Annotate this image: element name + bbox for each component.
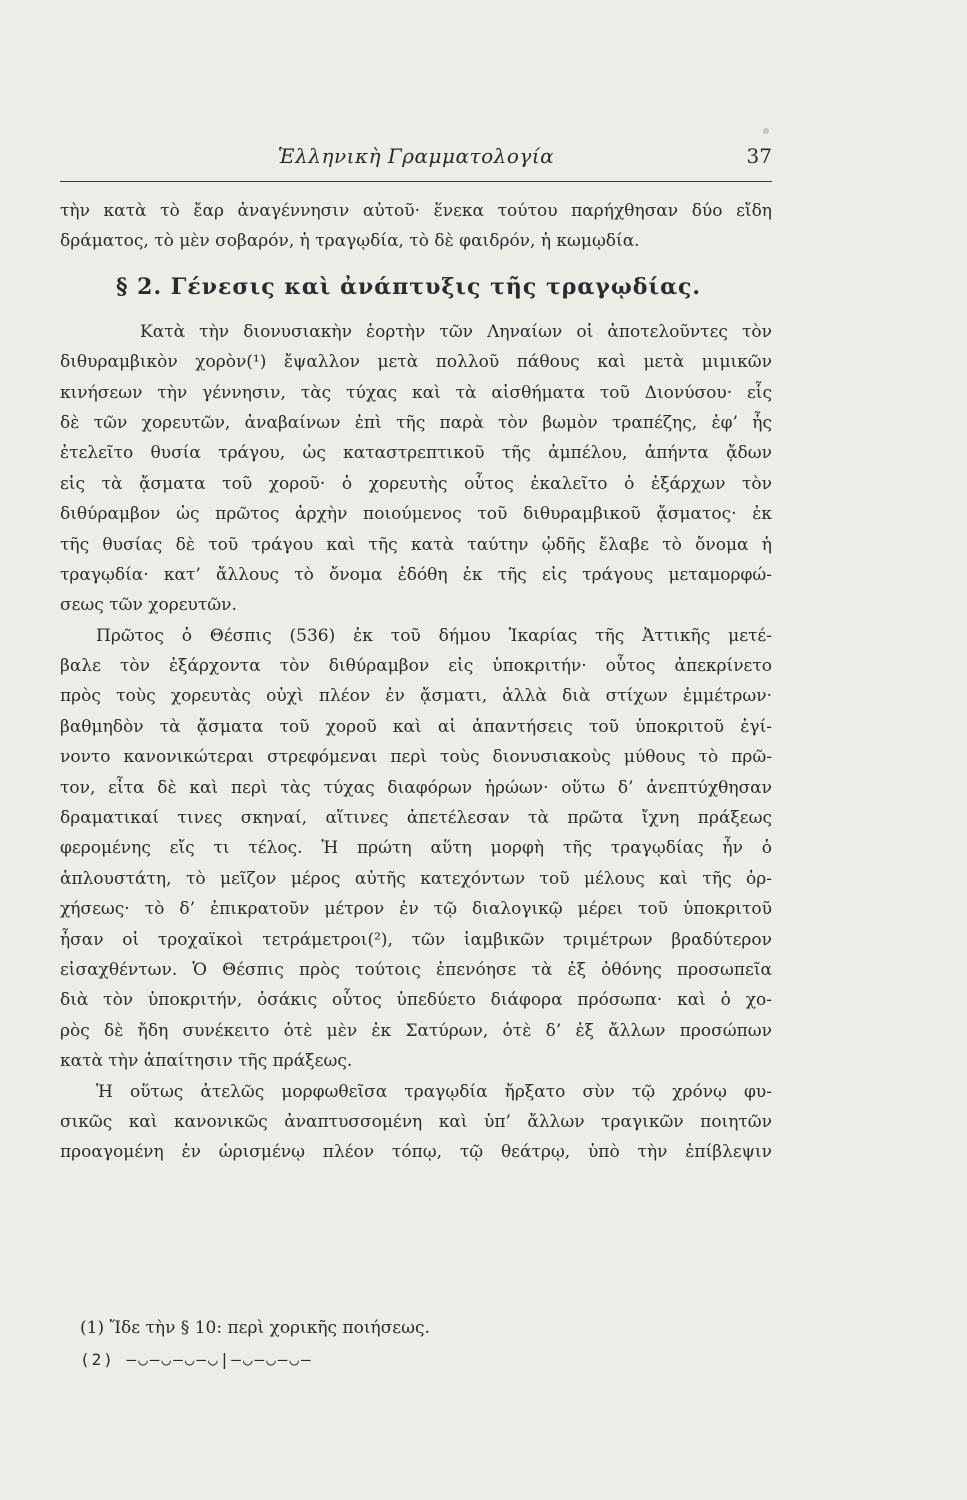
- text-line: πρὸς τοὺς χορευτὰς οὐχὶ πλέον ἐν ᾄσματι, ἀλλὰ διὰ στίχων ἐμμέτρων·: [60, 686, 772, 707]
- footnotes: [80, 1312, 740, 1376]
- running-title: Ἑλληνικὴ Γραμματολογία: [277, 144, 555, 168]
- text-line: διὰ τὸν ὑποκριτήν, ὁσάκις οὗτος ὑπεδύετο διάφορα πρόσωπα· καὶ ὁ χο-: [60, 990, 772, 1011]
- page-number: 37: [746, 144, 772, 168]
- text-line: ἁπλουστάτη, τὸ μεῖζον μέρος αὐτῆς κατεχόντων τοῦ μέλους καὶ τῆς ὀρ-: [60, 868, 772, 889]
- text-line: διθύραμβον ὡς πρῶτος ἀρχὴν ποιούμενος τοῦ διθυραμβικοῦ ᾄσματος· ἐκ: [60, 504, 772, 525]
- text-line: Κατὰ τὴν διονυσιακὴν ἑορτὴν τῶν Ληναίων οἱ ἀποτελοῦντες τὸν: [140, 321, 772, 342]
- text-line: τῆς θυσίας δὲ τοῦ τράγου καὶ τῆς κατὰ ταύτην ᾠδῆς ἔλαβε τὸ ὄνομα ἡ: [60, 534, 772, 555]
- text-line: κινήσεων τὴν γέννησιν, τὰς τύχας καὶ τὰ αἰσθήματα τοῦ Διονύσου· εἷς: [60, 382, 772, 403]
- text-line: σικῶς καὶ κανονικῶς ἀναπτυσσομένη καὶ ὑπ’ ἄλλων τραγικῶν ποιητῶν: [60, 1111, 772, 1132]
- section-heading: § 2. Γένεσις καὶ ἀνάπτυξις τῆς τραγῳδίας.: [116, 273, 702, 300]
- text-line: εἰσαχθέντων. Ὁ Θέσπις πρὸς τούτοις ἐπενόησε τὰ ἐξ ὀθόνης προσωπεῖα: [60, 959, 772, 980]
- text-line: τον, εἶτα δὲ καὶ περὶ τὰς τύχας διαφόρων ἡρώων· οὕτω δ’ ἀνεπτύχθησαν: [60, 777, 772, 798]
- text-line: ἐτελεῖτο θυσία τράγου, ὡς καταστρεπτικοῦ τῆς ἀμπέλου, ἀπήντα ᾄδων: [60, 443, 772, 464]
- text-line: βαθμηδὸν τὰ ᾄσματα τοῦ χοροῦ καὶ αἱ ἀπαντήσεις τοῦ ὑποκριτοῦ ἐγί-: [60, 716, 772, 737]
- text-line: σεως τῶν χορευτῶν.: [60, 595, 237, 616]
- text-line: ἦσαν οἱ τροχαϊκοὶ τετράμετροι(²), τῶν ἰαμβικῶν τριμέτρων βραδύτερον: [60, 929, 772, 950]
- text-line: προαγομένη ἐν ὡρισμένῳ πλέον τόπῳ, τῷ θεάτρῳ, ὑπὸ τὴν ἐπίβλεψιν: [60, 1142, 772, 1163]
- text-line: τὴν κατὰ τὸ ἔαρ ἀναγέννησιν αὐτοῦ· ἕνεκα τούτου παρήχθησαν δύο εἴδη: [60, 201, 772, 221]
- text-line: βαλε τὸν ἐξάρχοντα τὸν διθύραμβον εἰς ὑποκριτήν· οὗτος ἀπεκρίνετο: [60, 656, 772, 677]
- text-line: Πρῶτος ὁ Θέσπις (536) ἐκ τοῦ δήμου Ἰκαρίας τῆς Ἀττικῆς μετέ-: [96, 625, 772, 646]
- text-line: δραματικαί τινες σκηναί, αἵτινες ἀπετέλεσαν τὰ πρῶτα ἴχνη πράξεως: [60, 808, 772, 829]
- text-line: τραγῳδία· κατ’ ἄλλους τὸ ὄνομα ἐδόθη ἐκ τῆς εἰς τράγους μεταμορφώ-: [60, 564, 772, 585]
- text-line: διθυραμβικὸν χορὸν(¹) ἔψαλλον μετὰ πολλοῦ πάθους καὶ μετὰ μιμικῶν: [60, 352, 772, 373]
- page-header: [60, 138, 772, 174]
- text-line: Ἡ οὕτως ἀτελῶς μορφωθεῖσα τραγῳδία ἤρξατο σὺν τῷ χρόνῳ φυ-: [96, 1081, 772, 1102]
- text-line: χήσεως· τὸ δ’ ἐπικρατοῦν μέτρον ἐν τῷ διαλογικῷ μέρει τοῦ ὑποκριτοῦ: [60, 899, 772, 920]
- text-line: εἰς τὰ ᾄσματα τοῦ χοροῦ· ὁ χορευτὴς οὗτος ἐκαλεῖτο ὁ ἐξάρχων τὸν: [60, 473, 772, 494]
- body-text: [60, 196, 772, 1168]
- paper-speck: [763, 128, 769, 134]
- text-line: κατὰ τὴν ἀπαίτησιν τῆς πράξεως.: [60, 1051, 353, 1072]
- text-line: δράματος, τὸ μὲν σοβαρόν, ἡ τραγῳδία, τὸ δὲ φαιδρόν, ἡ κωμῳδία.: [60, 231, 640, 252]
- text-line: φερομένης εἴς τι τέλος. Ἡ πρώτη αὕτη μορφὴ τῆς τραγῳδίας ἦν ὁ: [60, 838, 772, 859]
- text-line: δὲ τῶν χορευτῶν, ἀναβαίνων ἐπὶ τῆς παρὰ τὸν βωμὸν τραπέζης, ἐφ’ ἧς: [60, 412, 772, 433]
- header-rule: [60, 181, 772, 182]
- footnote-1: (1) Ἴδε τὴν § 10: περὶ χορικῆς ποιήσεως.: [80, 1318, 430, 1338]
- text-line: ρὸς δὲ ἤδη συνέκειτο ὁτὲ μὲν ἐκ Σατύρων, ὁτὲ δ’ ἐξ ἄλλων προσώπων: [60, 1020, 772, 1041]
- footnote-2-meter: (2) —◡—◡—◡—◡|—◡—◡—◡—: [80, 1350, 313, 1369]
- text-line: νοντο κανονικώτεραι στρεφόμεναι περὶ τοὺς διονυσιακοὺς μύθους τὸ πρῶ-: [60, 747, 772, 768]
